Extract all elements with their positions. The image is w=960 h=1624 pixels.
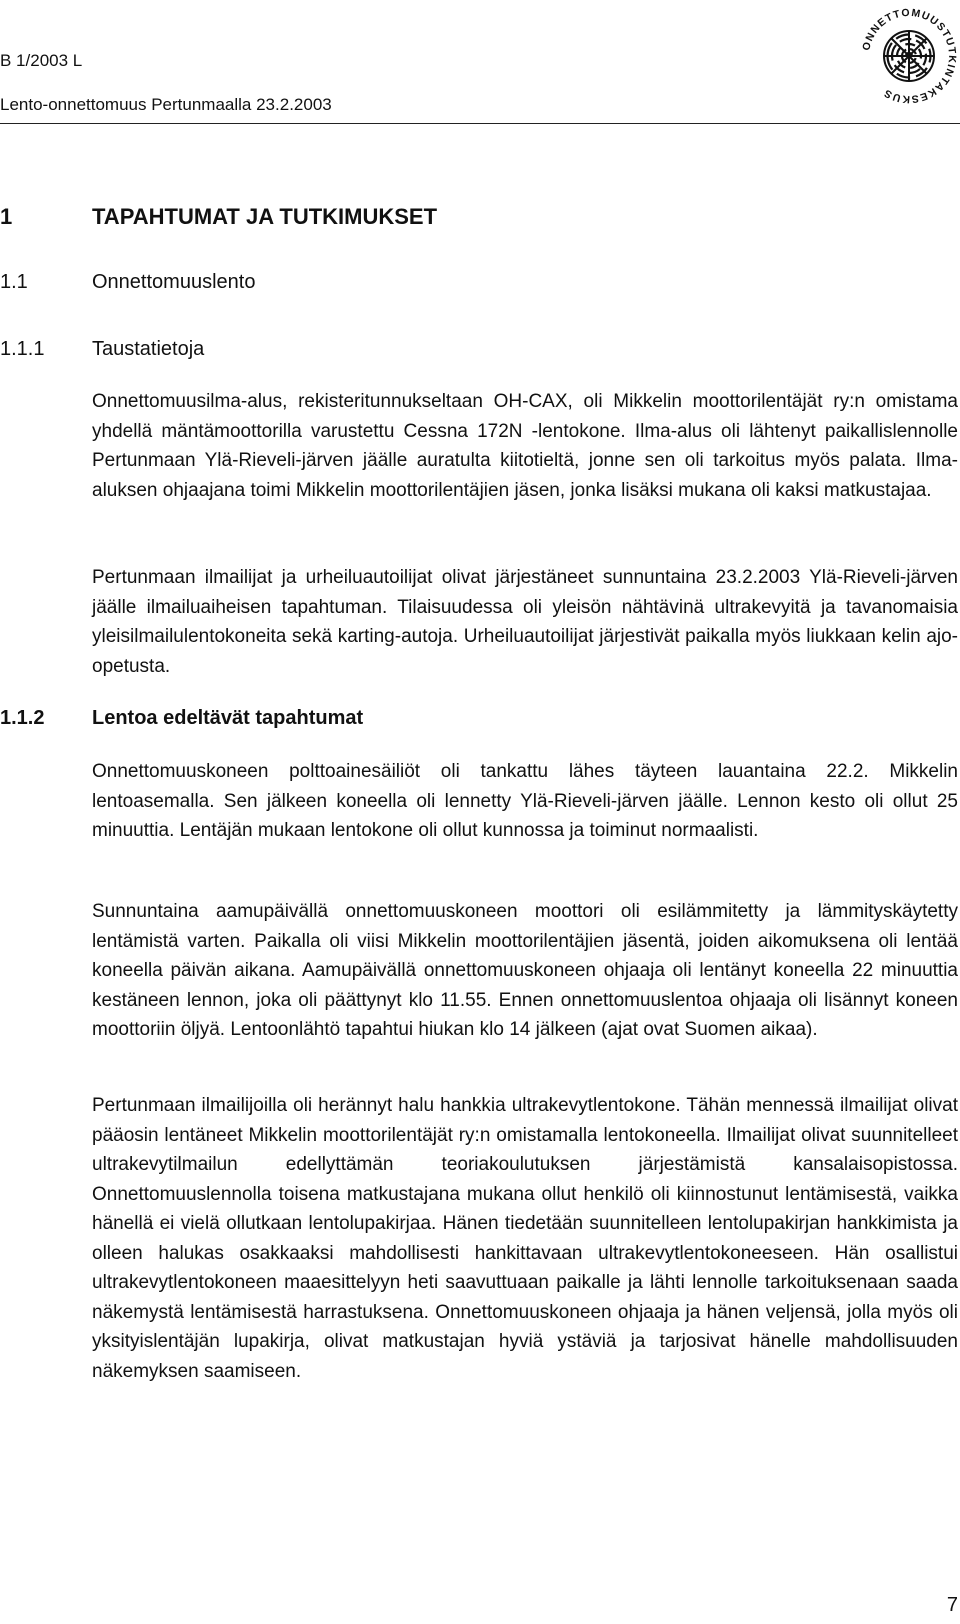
paragraph-sunday-morning: Sunnuntaina aamupäivällä onnettomuuskoneen moottori oli esilämmitetty ja lämmityskäytetty lentämistä varten. Paikalla oli viisi Mikkelin moottorilentäjien jäsentä, joiden aikomuksena oli lentää koneella päivän aikana. Aamupäivällä onnettomuuskoneen ohjaaja oli lentänyt koneella 22 minuuttia kestäneen lennon, joka oli päättynyt klo 11.55. Ennen onnettomuuslentoa ohjaaja oli lisännyt koneen moottoriin öljyä. Lentoonlähtö tapahtui hiukan klo 14 jälkeen (ajat ovat Suomen aikaa). (92, 901, 958, 1040)
section-1-title: TAPAHTUMAT JA TUTKIMUKSET (92, 204, 438, 229)
section-1-1-number: 1.1 (0, 271, 28, 293)
section-1-number: 1 (0, 204, 13, 229)
header-rule (0, 123, 960, 124)
page-number: 7 (946, 1594, 958, 1616)
document-title: Lento-onnettomuus Pertunmaalla 23.2.2003 (0, 95, 332, 114)
section-1-1-title: Onnettomuuslento (92, 271, 256, 293)
paragraph-ultralight-plans: Pertunmaan ilmailijoilla oli herännyt halu hankkia ultrakevytlentokone. Tähän mennessä ilmailijat olivat pääosin lentäneet Mikkelin moottorilentäjät ry:n omistamalla lentokoneella. Ilmailijat olivat suunnitelleet ultrakevytilmailun edellyttämän teoriakoulutuksen järjestämistä kansalaisopistossa. Onnettomuuslennolla toisena matkustajana mukana ollut henkilö oli kiinnostunut lentämisestä, vaikka hänellä ei vielä ollutkaan lentolupakirjaa. Hänen tiedetään suunnitelleen lentolupakirjan hankkimista ja olleen halukas osakkaaksi mahdollisesti hankittavaan ultrakevytlentokoneeseen. Hän osallistui ultrakevytlentokoneen maaesittelyyn heti saavuttuaan paikalle ja lähti lennolle tarkoituksenaan saada näkemystä lentämisestä harrastuksena. Onnettomuuskoneen ohjaaja ja hänen veljensä, jolla myös oli yksityislentäjän lupakirja, olivat matkustajan hyviä ystäviä ja tarjosivat hänelle mahdollisuuden näkemyksen saamiseen. (92, 1095, 958, 1382)
paragraph-event: Pertunmaan ilmailijat ja urheiluautoilijat olivat järjestäneet sunnuntaina 23.2.2003 Ylä-Rieveli-järven jäälle ilmailuaiheisen tapahtuman. Tilaisuudessa oli yleisön nähtävinä ultrakevyitä ja tavanomaisia yleisilmailulentokoneita sekä karting-autoja. Urheiluautoilijat järjestivät paikalla myös liukkaan kelin ajo-opetusta. (92, 567, 958, 677)
section-1-1-2-number: 1.1.2 (0, 707, 45, 729)
document-code: B 1/2003 L (0, 51, 83, 70)
logo-ring-text: ONNETTOMUUSTUTKINTAKESKUS (860, 6, 959, 106)
paragraph-fueling: Onnettomuuskoneen polttoainesäiliöt oli tankattu lähes täyteen lauantaina 22.2. Mikkelin lentoasemalla. Sen jälkeen koneella oli lennetty Ylä-Rieveli-järven jäälle. Lennon kesto oli ollut 25 minuuttia. Lentäjän mukaan lentokone oli ollut kunnossa ja toiminut normaalisti. (92, 761, 958, 841)
paragraph-background: Onnettomuusilma-alus, rekisteritunnukseltaan OH-CAX, oli Mikkelin moottorilentäjät ry:n omistama yhdellä mäntämoottorilla varustettu Cessna 172N -lentokone. Ilma-alus oli lähtenyt paikallislennolle Pertunmaan Ylä-Rieveli-järven jäälle auratulta kiitotieltä, jonne sen oli tarkoitus myös palata. Ilma-aluksen ohjaajana toimi Mikkelin moottorilentäjien jäsen, jonka lisäksi mukana oli kaksi matkustajaa. (92, 391, 958, 501)
section-1-1-1-number: 1.1.1 (0, 338, 45, 360)
otk-logo (857, 4, 960, 108)
section-1-1-2-title: Lentoa edeltävät tapahtumat (92, 707, 364, 729)
section-1-1-1-title: Taustatietoja (92, 338, 205, 360)
